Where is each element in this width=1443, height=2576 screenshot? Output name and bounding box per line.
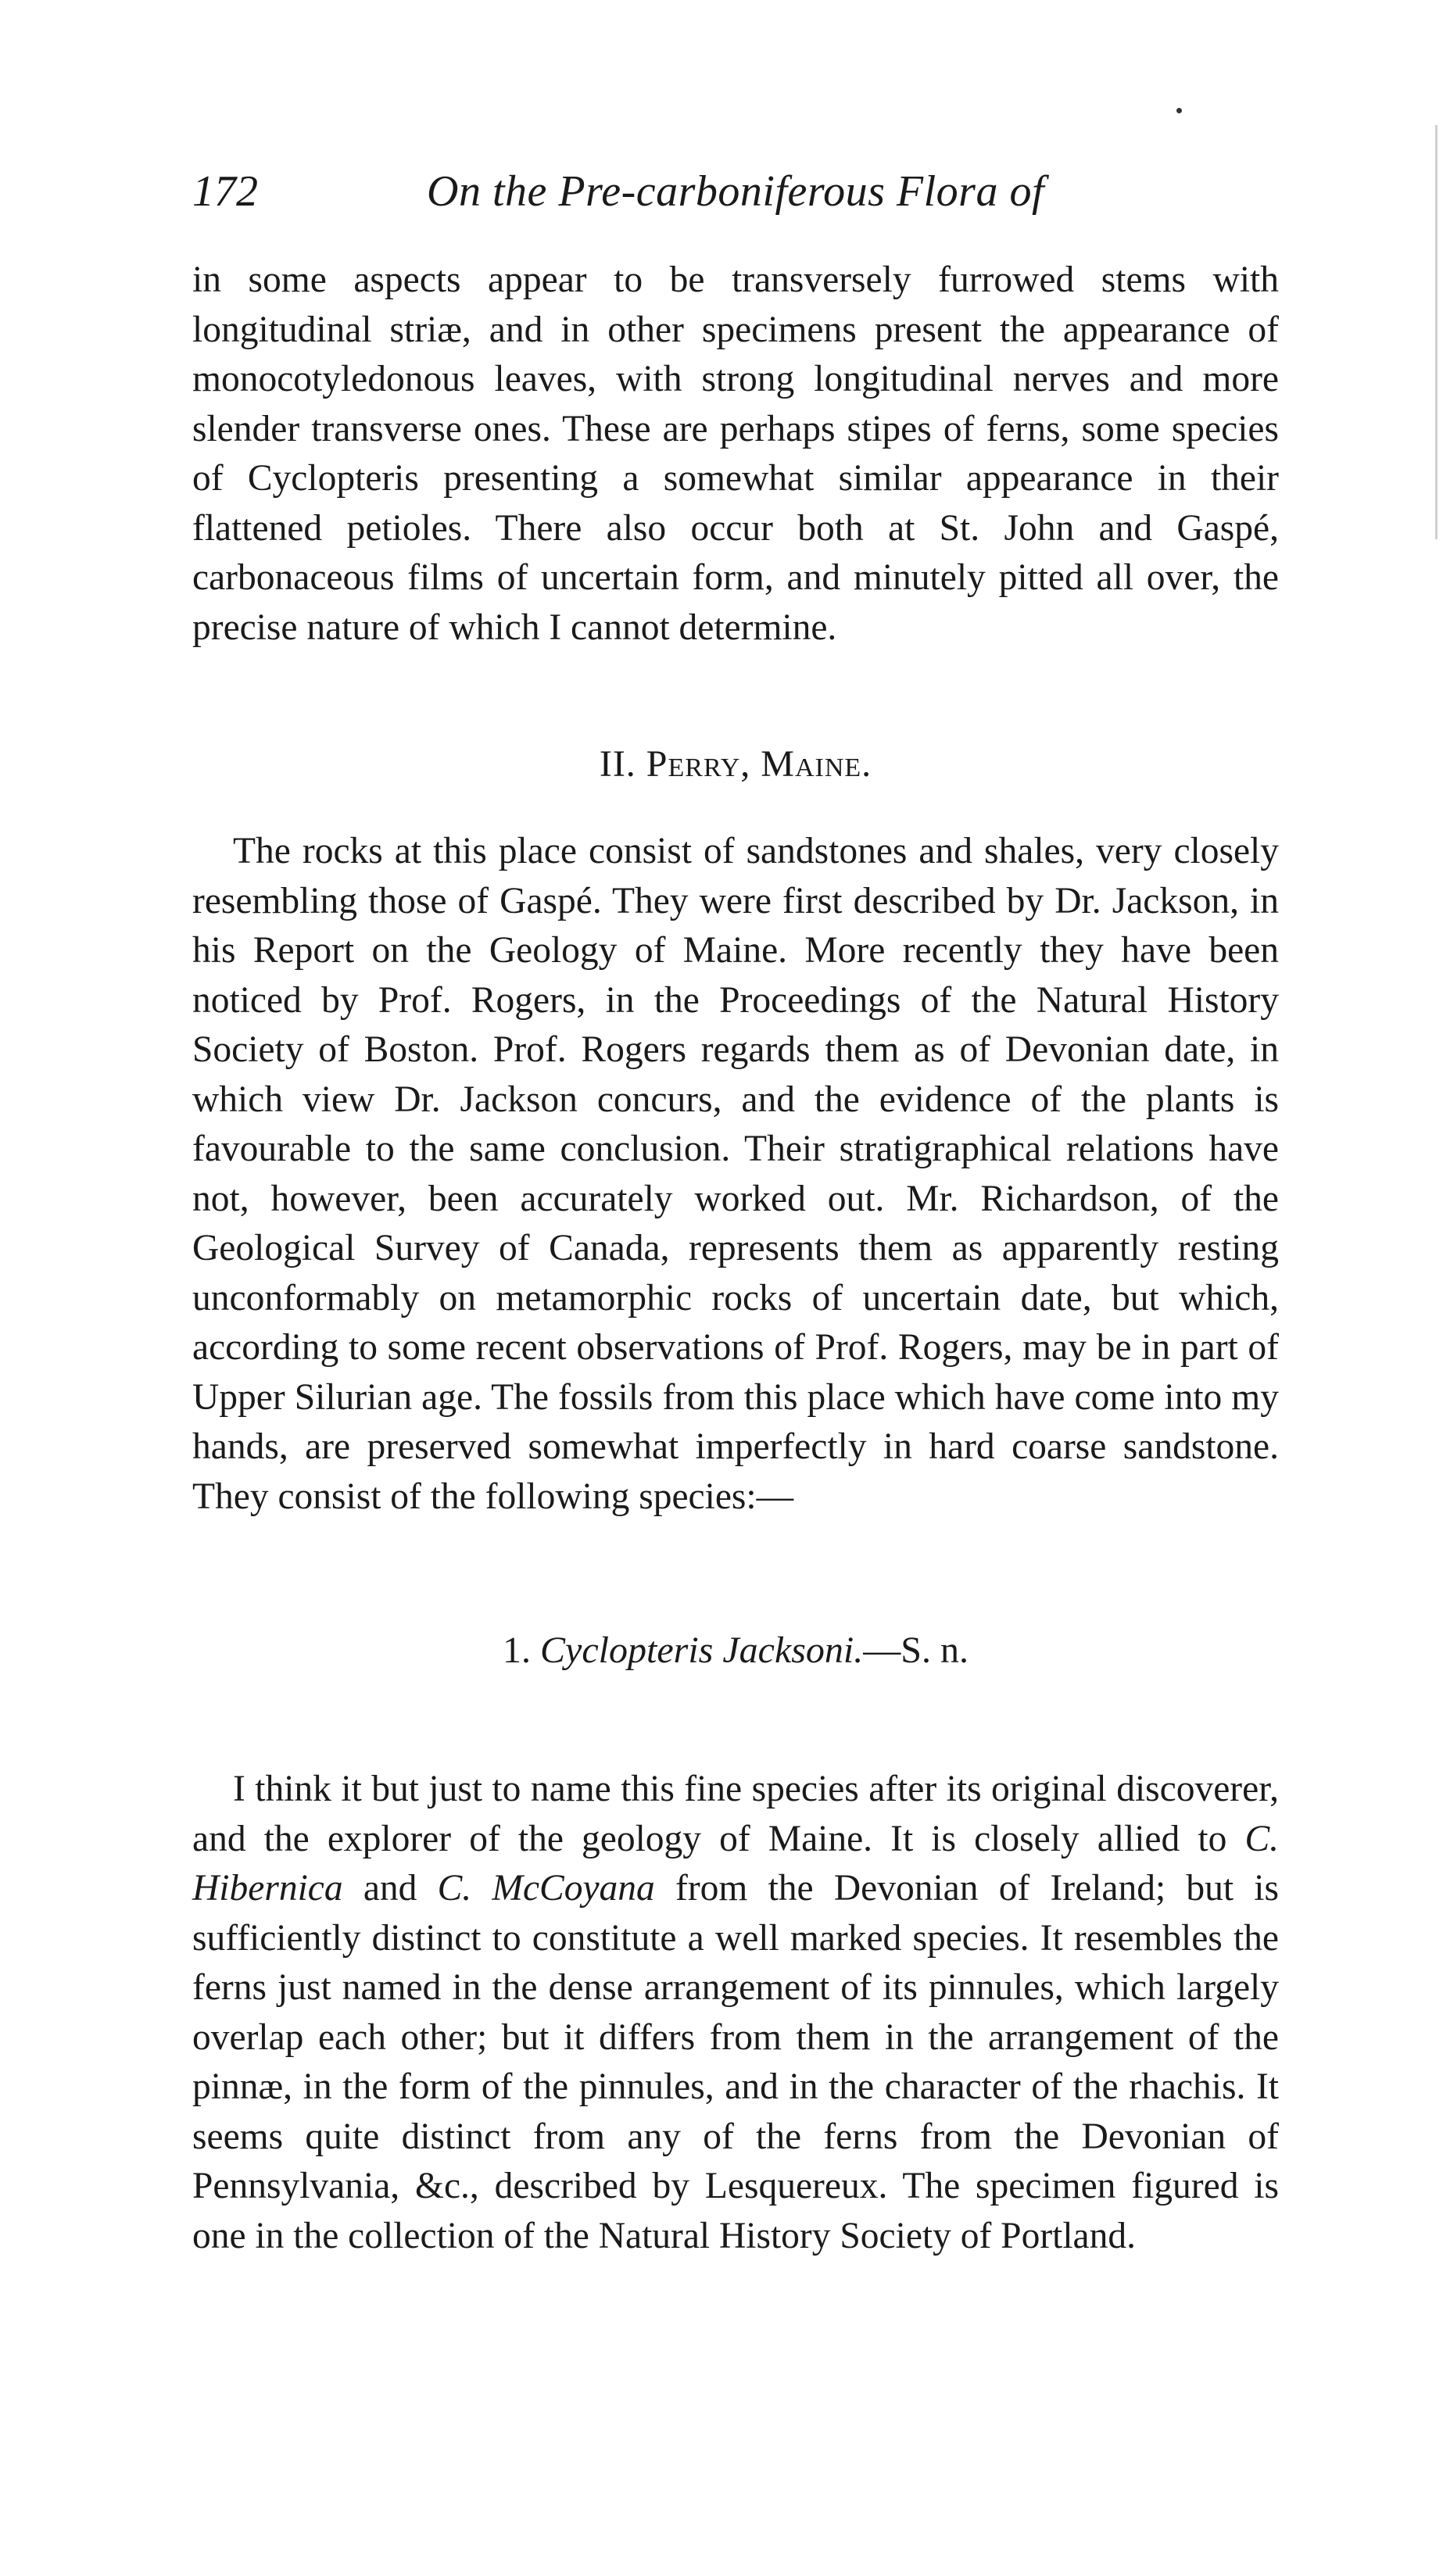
paragraph-text-and: and	[342, 1868, 438, 1909]
paragraph-text-part2: from the Devonian of Ireland; but is sufficiently distinct to constitute a well marked species. It resembles the ferns just named in the dense arrangement of its pinnules, which largely overlap each other; but it differs from them in the arrangement of the pinnæ, in the form of the pinnules, and in the character of the rhachis. It seems quite distinct from any of the ferns from the Devonian of Pennsylvania, &c., described by Lesquereux. The specimen figured is one in the collection of the Natural History Society of Portland.	[192, 1868, 1279, 2256]
page-edge-shadow	[1435, 125, 1438, 539]
section-heading-cyclopteris	[192, 1626, 1279, 1676]
heading-number: 1.	[503, 1630, 532, 1671]
intro-text-block	[192, 256, 1279, 653]
cyclopteris-paragraph	[192, 1765, 1279, 2261]
heading-suffix: —S. n.	[863, 1630, 969, 1671]
perry-text-block	[192, 827, 1279, 1522]
paragraph-text-part1: I think it but just to name this fine species after its original discoverer, and the explorer of the geology of Maine. It is closely allied to	[192, 1769, 1279, 1859]
page-number: 172	[192, 167, 258, 216]
species-name-hibernica: C. Hibernica	[192, 1818, 1279, 1909]
section-heading-perry: II. Perry, Maine.	[599, 743, 872, 785]
running-head	[192, 160, 1279, 223]
intro-paragraph: in some aspects appear to be transversely furrowed stems with longitudinal striæ, and in other specimens present the appearance of monocotyledonous leaves, with strong longitudinal nerves and more slender transverse ones. These are perhaps stipes of ferns, some species of Cyclopteris presenting a somewhat similar appearance in their flattened petioles. There also occur both at St. John and Gaspé, carbonaceous films of uncertain form, and minutely pitted all over, the precise nature of which I cannot determine.	[192, 259, 1279, 648]
heading-species-name: Cyclopteris Jacksoni.	[540, 1630, 864, 1671]
scan-speck	[1176, 108, 1182, 113]
perry-paragraph: The rocks at this place consist of sandstones and shales, very closely resembling those of Gaspé. They were first described by Dr. Jackson, in his Report on the Geology of Maine. More recently they have been noticed by Prof. Rogers, in the Proceedings of the Natural History Society of Boston. Prof. Rogers regards them as of Devonian date, in which view Dr. Jackson concurs, and the evidence of the plants is favourable to the same conclusion. Their stratigraphical relations have not, however, been accurately worked out. Mr. Richardson, of the Geological Survey of Canada, represents them as apparently resting unconformably on metamorphic rocks of uncertain date, but which, according to some recent observations of Prof. Rogers, may be in part of Upper Silurian age. The fossils from this place which have come into my hands, are preserved somewhat imperfectly in hard coarse sandstone. They consist of the following species:—	[192, 831, 1279, 1517]
cyclopteris-text-block	[192, 1765, 1279, 2261]
species-name-mccoyana: C. McCoyana	[437, 1868, 655, 1909]
running-title: On the Pre-carboniferous Flora of	[427, 167, 1045, 216]
